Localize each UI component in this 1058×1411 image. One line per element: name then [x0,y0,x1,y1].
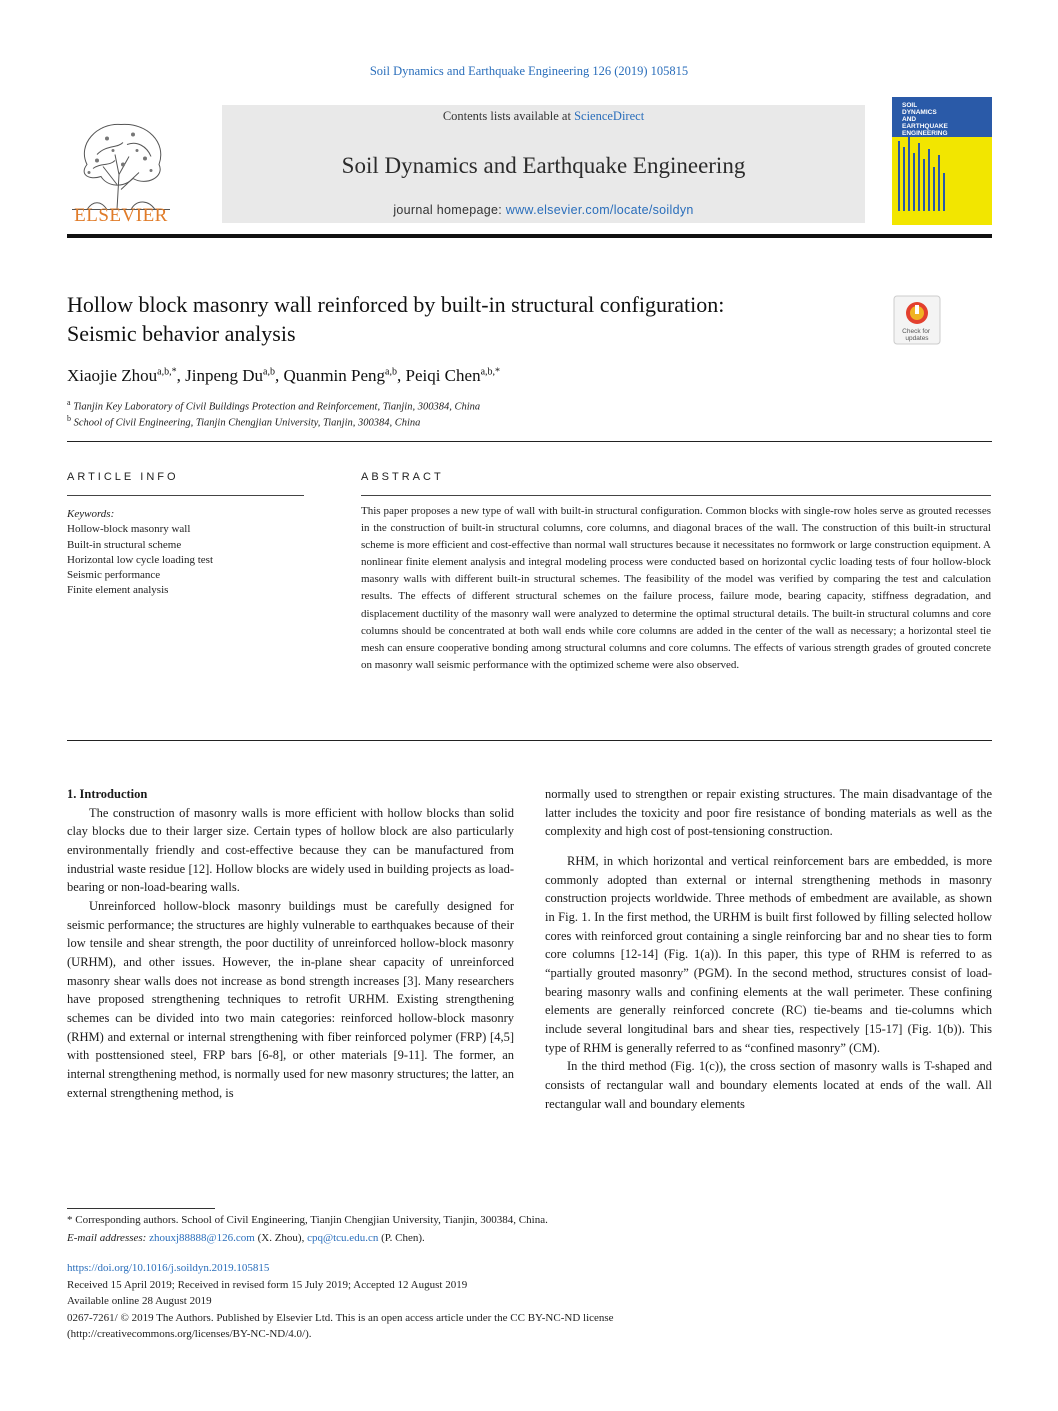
contents-line [222,109,865,124]
badge-text-2: updates [905,335,929,342]
body-paragraph: normally used to strengthen or repair existing structures. The main disadvantage of the latter includes the toxicity and poor fire resistance of bonding materials as well as the complexity and high cost of post-tensioning construction. [545,787,992,839]
available-online: Available online 28 August 2019 [67,1295,212,1307]
body-paragraph: In the third method (Fig. 1(c)), the cross section of masonry walls is T-shaped and consists of rectangular wall and boundary elements located at ends of the wall. All rectangular wall and boundary elements [545,1059,992,1111]
email-footnote [67,1232,992,1244]
received-dates: Received 15 April 2019; Received in revised form 15 July 2019; Accepted 12 August 2019 [67,1278,468,1291]
affiliation-b [67,414,420,429]
homepage-line [222,203,865,217]
cover-line-3: AND [902,116,917,123]
check-for-updates-icon[interactable] [893,295,941,345]
keywords-block [67,507,304,599]
affiliation-sup: a [67,398,71,407]
license-line: 0267-7261/ © 2019 The Authors. Published by Elsevier Ltd. This is an open access article under the CC BY-NC-ND license [67,1311,614,1324]
affiliation-a [67,398,480,413]
cover-line-4: EARTHQUAKE [902,123,948,130]
author-affil-sup: a,b [263,366,275,378]
email-label: E-mail addresses: [67,1232,147,1244]
author-name[interactable]: Xiaojie Zhou [67,366,158,385]
keyword-item: Built-in structural scheme [67,538,182,551]
body-paragraph: RHM, in which horizontal and vertical reinforcement bars are embedded, is more commonly adopted than external or internal strengthening methods in masonry construction projects worldwide. Three methods of embedment are available, as shown in Fig. 1. In the first method, the URHM is built first followed by filling selected hollow cores with reinforced grout containing a single reinforcing bar and no shear ties to form core columns [12-14] (Fig. 1(a)). In this paper, this type of RHM is referred to as “partially grouted masonry” (PGM). In the second method, structures consist of load-bearing masonry walls and confining elements at the wall perimeter. These confining elements are generally reinforced concrete (RC) tie-beams and tie-columns which include several longitudinal bars and shear ties, respectively [15-17] (Fig. 1(b)). This type of RHM is generally referred to as “confined masonry” (CM). [545,853,992,1055]
corresponding-footnote: * Corresponding authors. School of Civil Engineering, Tianjin Chengjian University, Tianjin, 300384, China. [67,1214,548,1226]
author-affil-sup: a,b [385,366,397,378]
sciencedirect-link[interactable]: ScienceDirect [574,109,645,123]
title-line-1: Hollow block masonry wall reinforced by built-in structural configuration: [67,292,725,317]
author-list: Xiaojie Zhou$^{a,b,*}$, Jinpeng Du$^{a,b}$, Quanmin Peng$^{a,b}$, Peiqi Chen$^{a,b,*}$ [67,366,501,385]
journal-reference[interactable]: Soil Dynamics and Earthquake Engineering 126 (2019) 105815 [369,64,689,78]
email-link-zhou[interactable]: zhouxj88888@126.com [149,1232,255,1244]
abstract-divider [361,495,991,496]
title-line-2: Seismic behavior analysis [67,321,296,346]
affiliation-sup: b [67,414,71,423]
footnote-divider [67,1208,215,1209]
abstract-text: This paper proposes a new type of wall with built-in structural configuration. Common blocks with single-row holes serve as grouted recesses in the construction of built-in structural columns, core columns, and diagonal braces of the wall. The construction of this built-in structural scheme is more efficient and cost-effective than normal wall structures because it necessitates no formwork or large construction equipment. A nonlinear finite element analysis and integral modeling process were conducted based on horizontal cyclic loading tests of four hollow-block masonry walls with different built-in structural schemes. The feasibility of the model was verified by comparing the test and calculation results. The effects of different structural schemes on the failure process, failure mode, bearing capacity, stiffness degradation, and displacement ductility of the masonry wall were analyzed to determine the optimal structural details. The built-in structural columns and core columns should be concentrated at both wall ends while core columns are added in the center of the wall as necessary; a horizontal steel tie mesh can ensure cooperative bonding among structural columns and core columns. The effects of various strength grades of grouted concrete on masonry wall seismic performance with the optimized scheme were also observed. [361,505,991,671]
doi-link[interactable]: https://doi.org/10.1016/j.soildyn.2019.105815 [67,1262,270,1274]
svg-text:Check for updates [902,328,932,342]
abstract-bottom-divider [67,740,992,741]
keyword-item: Seismic performance [67,569,161,582]
keywords-label: Keywords: [67,508,115,520]
affiliation-text: School of Civil Engineering, Tianjin Chengjian University, Tianjin, 300384, China [73,417,421,429]
author-name[interactable]: Quanmin Peng [283,366,386,385]
keyword-item: Hollow-block masonry wall [67,523,191,536]
badge-text-1: Check for [902,328,931,335]
author-name[interactable]: Jinpeng Du [185,366,264,385]
homepage-prefix: journal homepage: [393,203,502,217]
article-title [67,290,877,348]
journal-title: Soil Dynamics and Earthquake Engineering [341,153,746,178]
license-url[interactable]: (http://creativecommons.org/licenses/BY-NC-ND/4.0/). [67,1328,312,1340]
affiliation-text: Tianjin Key Laboratory of Civil Buildings Protection and Reinforcement, Tianjin, 300384, China [73,401,481,413]
email-owner: (P. Chen). [381,1232,425,1244]
author-affil-sup: a,b,* [157,366,177,378]
keyword-item: Horizontal low cycle loading test [67,553,214,566]
cover-line-5: ENGINEERING [902,130,948,137]
header-divider [67,234,992,238]
section-title: 1. Introduction [67,787,148,801]
cover-line-2: DYNAMICS [902,109,937,116]
abstract-heading: ABSTRACT [361,471,444,483]
body-column-left [67,785,514,1102]
email-owner: (X. Zhou), [257,1232,305,1244]
article-info-divider [67,495,304,496]
email-link-chen[interactable]: cpq@tcu.edu.cn [307,1232,379,1244]
cover-line-1: SOIL [902,102,918,109]
body-paragraph: The construction of masonry walls is more efficient with hollow blocks than solid clay blocks due to their larger size. Certain types of hollow block are also particularly environmentally friendly and cost-effective because they can be manufactured from industrial waste residue [12]. Hollow blocks are widely used in building projects as load-bearing or non-load-bearing walls. [67,805,514,895]
journal-cover-icon[interactable] [892,97,992,225]
journal-header [67,97,992,225]
body-column-right [545,785,992,1113]
affiliation-divider [67,441,992,442]
author-name[interactable]: Peiqi Chen [405,366,481,385]
article-info-heading: ARTICLE INFO [67,471,179,483]
homepage-link[interactable]: www.elsevier.com/locate/soildyn [505,203,694,217]
journal-masthead [222,105,865,223]
keyword-item: Finite element analysis [67,584,169,597]
body-paragraph: Unreinforced hollow-block masonry buildings must be carefully designed for seismic performance; the structures are highly vulnerable to earthquakes because of their low tensile and shear strength, the poor ductility of unreinforced hollow-block masonry (URHM), and other issues. However, the in-plane shear capacity of unreinforced masonry shear walls does not increase as bond strength increases [3]. Many researchers have proposed strengthening techniques to retrofit URHM. Existing strengthening schemes can be divided into two main categories: reinforced hollow-block masonry (RHM) and external or internal strengthening with fiber reinforced polymer (FRP) [4,5] with posttensioned steel, FRP bars [6-8], or other materials [9-11]. The former, an internal strengthening method, is normally used for new masonry structures; the latter, an external strengthening method, is [67,898,514,1100]
author-affil-sup: a,b,* [480,366,501,378]
article-meta [67,1260,992,1343]
elsevier-logo-text: ELSEVIER [74,205,168,226]
contents-prefix: Contents lists available at [442,109,571,123]
